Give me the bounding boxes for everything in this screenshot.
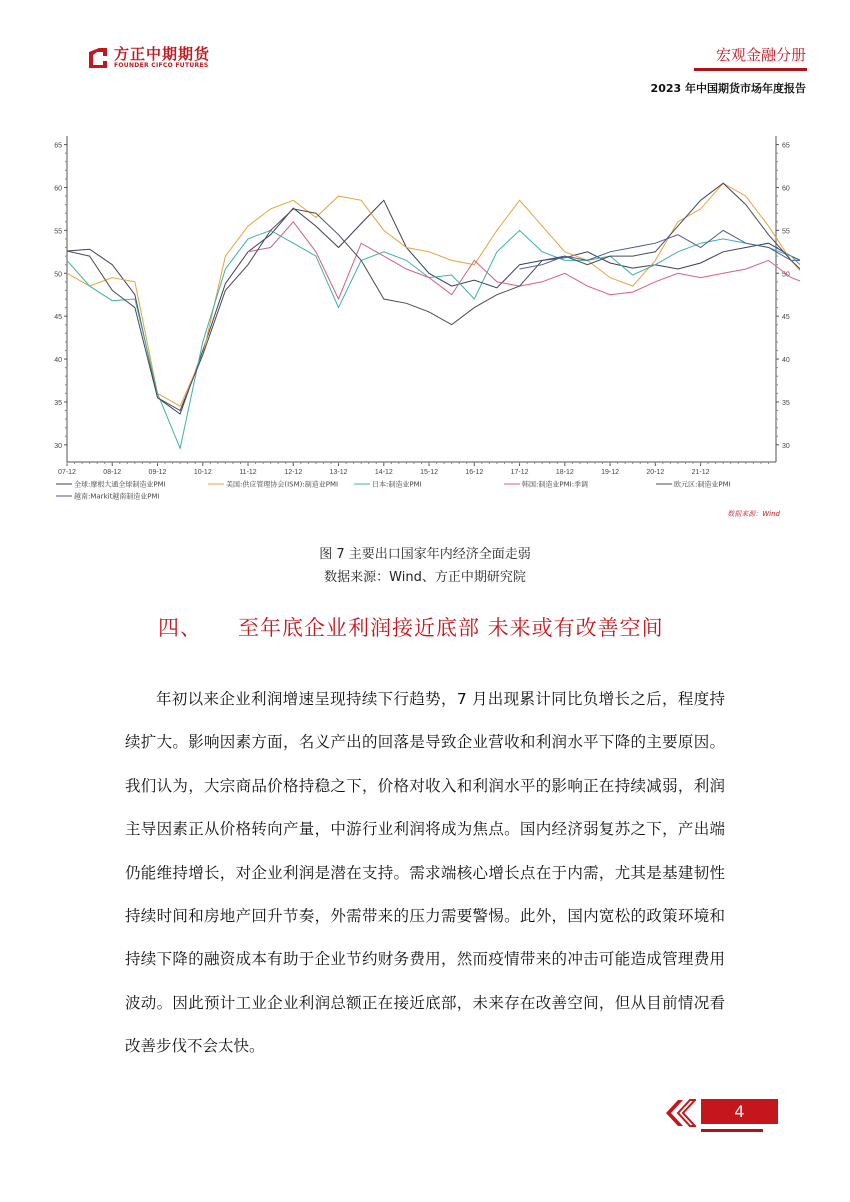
y-tick-label: 55 (54, 228, 62, 236)
y-tick-label: 40 (54, 357, 62, 365)
section-number: 四、 (158, 616, 202, 640)
series-line-2 (67, 230, 800, 448)
company-logo (86, 46, 210, 70)
logo-cn-text: 方正中期期货 (114, 45, 211, 63)
x-tick-label: 11-12 (239, 469, 257, 476)
series-line-0 (67, 200, 800, 414)
page-number-underline (701, 1129, 763, 1132)
legend-label: 越南:Markit越南制造业PMI (74, 492, 160, 501)
x-tick-label: 10-12 (193, 469, 212, 476)
y-tick-label: 50 (54, 271, 62, 279)
x-tick-label: 14-12 (374, 469, 393, 476)
logo-mark-icon (86, 47, 108, 69)
body-text (125, 678, 725, 1069)
x-tick-label: 17-12 (510, 469, 529, 476)
section-title-text: 至年底企业利润接近底部 未来或有改善空间 (238, 616, 664, 640)
y-tick-label-right: 45 (782, 314, 790, 322)
x-tick-label: 19-12 (601, 469, 620, 476)
x-tick-label: 13-12 (329, 469, 348, 476)
y-tick-label-right: 55 (782, 228, 790, 236)
page-number: 4 (701, 1099, 778, 1124)
x-tick-label: 21-12 (691, 469, 710, 476)
chart-canvas (54, 134, 800, 534)
y-tick-label-right: 35 (782, 399, 790, 407)
y-tick-label: 60 (54, 185, 62, 193)
series-line-4 (67, 158, 800, 415)
x-tick-label: 12-12 (284, 469, 303, 476)
y-tick-label: 30 (54, 442, 62, 450)
y-tick-label: 45 (54, 314, 62, 322)
figure-caption: 图 7 主要出口国家年内经济全面走弱 (319, 547, 531, 562)
y-tick-label-right: 30 (782, 442, 790, 450)
y-tick-label: 35 (54, 399, 62, 407)
x-tick-label: 07-12 (58, 469, 76, 476)
legend-label: 韩国:制造业PMI:季调 (522, 480, 589, 489)
x-tick-label: 20-12 (646, 469, 665, 476)
header-divider (694, 68, 807, 71)
volume-title: 宏观金融分册 (715, 46, 806, 64)
y-tick-label: 65 (54, 142, 62, 150)
y-tick-label-right: 60 (782, 185, 790, 193)
legend-label: 日本:制造业PMI (372, 480, 422, 489)
logo-en-text: FOUNDER CIFCO FUTURES (114, 62, 209, 69)
x-tick-label: 16-12 (465, 469, 484, 476)
x-tick-label: 18-12 (555, 469, 574, 476)
x-tick-label: 08-12 (103, 469, 122, 476)
chart-source-note: 数据来源：Wind (727, 510, 780, 518)
y-tick-label-right: 40 (782, 357, 790, 365)
legend-label: 欧元区:制造业PMI (674, 480, 731, 489)
figure-source: 数据来源：Wind、方正中期研究院 (324, 570, 526, 585)
y-tick-label-right: 65 (782, 142, 790, 150)
legend-label: 全球:摩根大通全球制造业PMI (74, 480, 166, 489)
legend-label: 美国:供应管理协会(ISM):制造业PMI (226, 480, 339, 489)
x-tick-label: 09-12 (148, 469, 167, 476)
x-tick-label: 15-12 (420, 469, 438, 476)
section-heading (158, 612, 664, 642)
y-tick-label-right: 50 (782, 271, 790, 279)
report-title: 2023 年中国期货市场年度报告 (650, 82, 806, 95)
pmi-line-chart (54, 134, 800, 534)
page-chevron-icon (662, 1098, 696, 1132)
body-paragraph: 年初以来企业利润增速呈现持续下行趋势，7 月出现累计同比负增长之后，程度持续扩大。影响因素方面，名义产出的回落是导致企业营收和利润水平下降的主要原因。我们认为，大宗商品价格持稳之下，价格对收入和利润水平的影响正在持续减弱，利润主导因素正从价格转向产量，中游行业利润将成为焦点。国内经济弱复苏之下，产出端仍能维持增长，对企业利润是潜在支持。需求端核心增长点在于内需，尤其是基建韧性持续时间和房地产回升节奏，外需带来的压力需要警惕。此外，国内宽松的政策环境和持续下降的融资成本有助于企业节约财务费用，然而疫情带来的冲击可能造成管理费用波动。因此预计工业企业利润总额正在接近底部，未来存在改善空间，但从目前情况看改善步伐不会太快。 (125, 690, 725, 1056)
